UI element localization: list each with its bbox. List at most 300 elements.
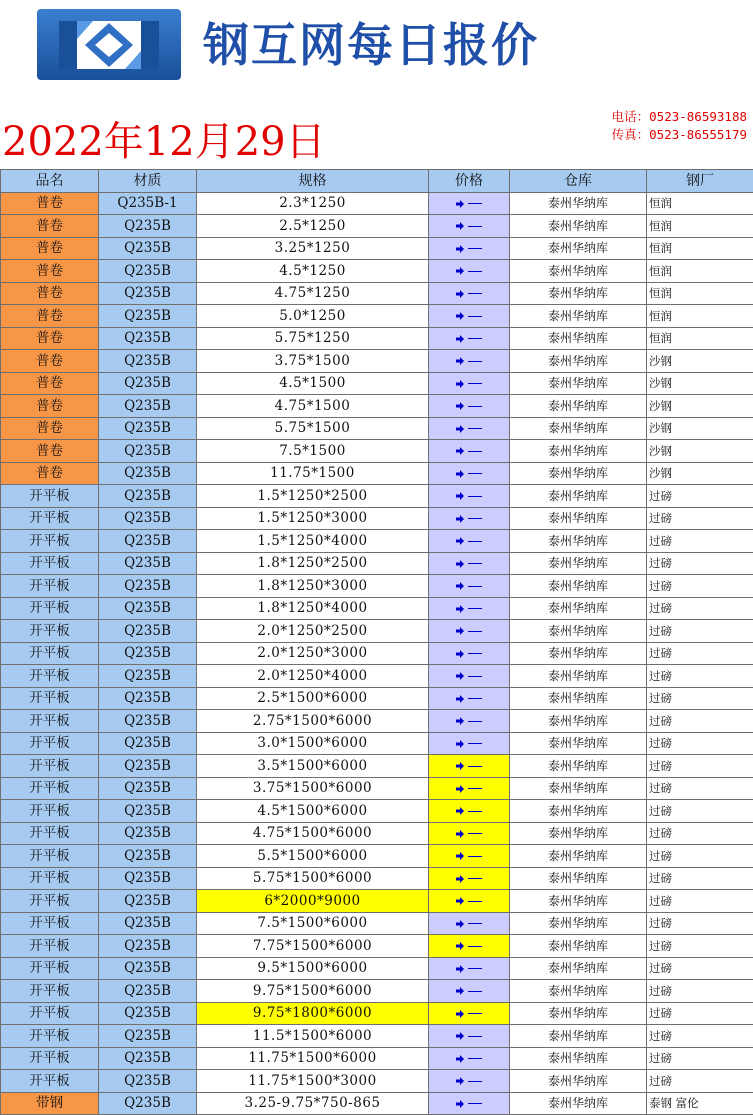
right-arrow-icon (456, 375, 464, 391)
column-header-spec: 规格 (197, 170, 429, 193)
product-cell: 开平板 (1, 1002, 99, 1025)
material-cell: Q235B (99, 1047, 197, 1070)
product-cell: 普卷 (1, 395, 99, 418)
material-cell: Q235B (99, 552, 197, 575)
material-cell: Q235B (99, 665, 197, 688)
spec-cell: 5.75*1500 (197, 417, 429, 440)
spec-cell: 1.8*1250*3000 (197, 575, 429, 598)
spec-cell: 3.25*1250 (197, 237, 429, 260)
warehouse-cell: 泰州华纳库 (510, 957, 647, 980)
mill-cell: 恒润 (647, 237, 753, 260)
price-dash (468, 788, 482, 789)
product-cell: 开平板 (1, 912, 99, 935)
warehouse-cell: 泰州华纳库 (510, 665, 647, 688)
warehouse-cell: 泰州华纳库 (510, 1002, 647, 1025)
product-cell: 开平板 (1, 867, 99, 890)
price-dash (468, 541, 482, 542)
product-cell: 开平板 (1, 710, 99, 733)
right-arrow-icon (456, 735, 464, 751)
table-row (1, 957, 753, 980)
right-arrow-icon (456, 668, 464, 684)
mill-cell: 沙钢 (647, 417, 753, 440)
price-dash (468, 946, 482, 947)
product-cell: 开平板 (1, 507, 99, 530)
price-cell (429, 575, 510, 598)
material-cell: Q235B (99, 215, 197, 238)
table-row (1, 822, 753, 845)
table-row (1, 575, 753, 598)
mill-cell: 过磅 (647, 912, 753, 935)
spec-cell: 4.75*1500*6000 (197, 822, 429, 845)
price-dash (468, 473, 482, 474)
right-arrow-icon (456, 285, 464, 301)
warehouse-cell: 泰州华纳库 (510, 890, 647, 913)
spec-cell: 1.5*1250*4000 (197, 530, 429, 553)
warehouse-cell: 泰州华纳库 (510, 642, 647, 665)
material-cell: Q235B (99, 800, 197, 823)
material-cell: Q235B (99, 575, 197, 598)
mill-cell: 过磅 (647, 710, 753, 733)
spec-cell: 3.75*1500*6000 (197, 777, 429, 800)
mill-cell: 过磅 (647, 890, 753, 913)
material-cell: Q235B (99, 372, 197, 395)
price-dash (468, 586, 482, 587)
warehouse-cell: 泰州华纳库 (510, 755, 647, 778)
spec-cell: 4.5*1500 (197, 372, 429, 395)
product-cell: 开平板 (1, 957, 99, 980)
mill-cell: 恒润 (647, 260, 753, 283)
warehouse-cell: 泰州华纳库 (510, 530, 647, 553)
material-cell: Q235B (99, 980, 197, 1003)
table-row (1, 1002, 753, 1025)
price-dash (468, 991, 482, 992)
price-dash (468, 1058, 482, 1059)
price-dash (468, 811, 482, 812)
right-arrow-icon (456, 465, 464, 481)
price-dash (468, 923, 482, 924)
right-arrow-icon (456, 758, 464, 774)
price-dash (468, 248, 482, 249)
table-row (1, 665, 753, 688)
price-dash (468, 406, 482, 407)
right-arrow-icon (456, 510, 464, 526)
material-cell: Q235B (99, 260, 197, 283)
warehouse-cell: 泰州华纳库 (510, 305, 647, 328)
price-dash (468, 293, 482, 294)
price-cell (429, 395, 510, 418)
spec-cell: 3.0*1500*6000 (197, 732, 429, 755)
spec-cell: 3.25-9.75*750-865 (197, 1092, 429, 1115)
right-arrow-icon (456, 983, 464, 999)
column-header-warehouse: 仓库 (510, 170, 647, 193)
warehouse-cell: 泰州华纳库 (510, 980, 647, 1003)
spec-cell: 5.0*1250 (197, 305, 429, 328)
mill-cell: 过磅 (647, 822, 753, 845)
table-row (1, 935, 753, 958)
table-row (1, 282, 753, 305)
material-cell: Q235B (99, 1002, 197, 1025)
mill-cell: 沙钢 (647, 372, 753, 395)
table-row (1, 687, 753, 710)
right-arrow-icon (456, 645, 464, 661)
price-cell (429, 597, 510, 620)
right-arrow-icon (456, 690, 464, 706)
mill-cell: 恒润 (647, 327, 753, 350)
right-arrow-icon (456, 915, 464, 931)
product-cell: 开平板 (1, 552, 99, 575)
right-arrow-icon (456, 1005, 464, 1021)
mill-cell: 过磅 (647, 1025, 753, 1048)
spec-cell: 5.75*1250 (197, 327, 429, 350)
table-row (1, 350, 753, 373)
material-cell: Q235B (99, 1025, 197, 1048)
mill-cell: 过磅 (647, 777, 753, 800)
price-cell (429, 822, 510, 845)
price-cell (429, 1070, 510, 1093)
warehouse-cell: 泰州华纳库 (510, 327, 647, 350)
mill-cell: 过磅 (647, 980, 753, 1003)
mill-cell: 过磅 (647, 867, 753, 890)
price-cell (429, 462, 510, 485)
material-cell: Q235B (99, 462, 197, 485)
mill-cell: 过磅 (647, 620, 753, 643)
product-cell: 开平板 (1, 935, 99, 958)
price-dash (468, 721, 482, 722)
column-header-material: 材质 (99, 170, 197, 193)
material-cell: Q235B (99, 890, 197, 913)
price-cell (429, 957, 510, 980)
price-dash (468, 901, 482, 902)
right-arrow-icon (456, 1095, 464, 1111)
mill-cell: 恒润 (647, 282, 753, 305)
right-arrow-icon (456, 353, 464, 369)
table-row (1, 912, 753, 935)
right-arrow-icon (456, 488, 464, 504)
table-row (1, 710, 753, 733)
warehouse-cell: 泰州华纳库 (510, 1092, 647, 1115)
price-cell (429, 912, 510, 935)
table-row (1, 507, 753, 530)
mill-cell: 过磅 (647, 575, 753, 598)
material-cell: Q235B (99, 507, 197, 530)
product-cell: 开平板 (1, 890, 99, 913)
table-row (1, 237, 753, 260)
price-cell (429, 350, 510, 373)
mill-cell: 过磅 (647, 732, 753, 755)
material-cell: Q235B (99, 867, 197, 890)
right-arrow-icon (456, 555, 464, 571)
product-cell: 开平板 (1, 597, 99, 620)
right-arrow-icon (456, 893, 464, 909)
spec-cell: 11.75*1500*3000 (197, 1070, 429, 1093)
table-row (1, 890, 753, 913)
material-cell: Q235B (99, 237, 197, 260)
mill-cell: 沙钢 (647, 462, 753, 485)
warehouse-cell: 泰州华纳库 (510, 1047, 647, 1070)
logo-emblem-icon (37, 9, 181, 80)
material-cell: Q235B (99, 530, 197, 553)
table-row (1, 732, 753, 755)
table-header-row (1, 170, 753, 193)
material-cell: Q235B (99, 957, 197, 980)
price-dash (468, 271, 482, 272)
price-dash (468, 833, 482, 834)
price-cell (429, 260, 510, 283)
spec-cell: 1.5*1250*2500 (197, 485, 429, 508)
product-cell: 开平板 (1, 1070, 99, 1093)
material-cell: Q235B (99, 327, 197, 350)
right-arrow-icon (456, 263, 464, 279)
right-arrow-icon (456, 398, 464, 414)
product-cell: 普卷 (1, 215, 99, 238)
product-cell: 开平板 (1, 687, 99, 710)
spec-cell: 1.8*1250*4000 (197, 597, 429, 620)
spec-cell: 4.75*1250 (197, 282, 429, 305)
product-cell: 普卷 (1, 440, 99, 463)
product-cell: 普卷 (1, 237, 99, 260)
mill-cell: 恒润 (647, 215, 753, 238)
mill-cell: 过磅 (647, 1070, 753, 1093)
material-cell: Q235B (99, 642, 197, 665)
price-cell (429, 800, 510, 823)
spec-cell: 5.75*1500*6000 (197, 867, 429, 890)
table-row (1, 1047, 753, 1070)
mill-cell: 过磅 (647, 552, 753, 575)
spec-cell: 2.5*1500*6000 (197, 687, 429, 710)
product-cell: 开平板 (1, 575, 99, 598)
price-cell (429, 417, 510, 440)
table-row (1, 867, 753, 890)
spec-cell: 7.75*1500*6000 (197, 935, 429, 958)
product-cell: 普卷 (1, 282, 99, 305)
price-dash (468, 968, 482, 969)
mill-cell: 过磅 (647, 935, 753, 958)
spec-cell: 7.5*1500*6000 (197, 912, 429, 935)
product-cell: 开平板 (1, 1047, 99, 1070)
material-cell: Q235B (99, 350, 197, 373)
warehouse-cell: 泰州华纳库 (510, 215, 647, 238)
price-dash (468, 676, 482, 677)
column-header-mill: 钢厂 (647, 170, 753, 193)
right-arrow-icon (456, 443, 464, 459)
price-cell (429, 440, 510, 463)
material-cell: Q235B (99, 687, 197, 710)
price-cell (429, 710, 510, 733)
material-cell: Q235B-1 (99, 192, 197, 215)
mill-cell: 过磅 (647, 642, 753, 665)
price-dash (468, 856, 482, 857)
spec-cell: 5.5*1500*6000 (197, 845, 429, 868)
product-cell: 开平板 (1, 665, 99, 688)
price-cell (429, 1047, 510, 1070)
quote-date: 2022年12月29日 (2, 115, 326, 169)
mill-cell: 过磅 (647, 485, 753, 508)
column-header-product: 品名 (1, 170, 99, 193)
right-arrow-icon (456, 803, 464, 819)
price-cell (429, 237, 510, 260)
product-cell: 开平板 (1, 822, 99, 845)
price-dash (468, 316, 482, 317)
price-cell (429, 665, 510, 688)
material-cell: Q235B (99, 597, 197, 620)
material-cell: Q235B (99, 305, 197, 328)
price-cell (429, 192, 510, 215)
contact-info (612, 108, 747, 144)
material-cell: Q235B (99, 1070, 197, 1093)
price-dash (468, 338, 482, 339)
mill-cell: 沙钢 (647, 350, 753, 373)
price-dash (468, 698, 482, 699)
price-cell (429, 642, 510, 665)
spec-cell: 4.5*1250 (197, 260, 429, 283)
price-table (0, 169, 753, 1115)
price-dash (468, 226, 482, 227)
warehouse-cell: 泰州华纳库 (510, 485, 647, 508)
price-cell (429, 935, 510, 958)
spec-cell: 4.75*1500 (197, 395, 429, 418)
price-dash (468, 1103, 482, 1104)
right-arrow-icon (456, 870, 464, 886)
warehouse-cell: 泰州华纳库 (510, 417, 647, 440)
spec-cell: 9.5*1500*6000 (197, 957, 429, 980)
spec-cell: 3.5*1500*6000 (197, 755, 429, 778)
product-cell: 普卷 (1, 372, 99, 395)
table-row (1, 800, 753, 823)
price-dash (468, 1013, 482, 1014)
mill-cell: 过磅 (647, 530, 753, 553)
warehouse-cell: 泰州华纳库 (510, 260, 647, 283)
spec-cell: 9.75*1500*6000 (197, 980, 429, 1003)
price-dash (468, 1036, 482, 1037)
product-cell: 普卷 (1, 462, 99, 485)
spec-cell: 11.75*1500*6000 (197, 1047, 429, 1070)
material-cell: Q235B (99, 440, 197, 463)
product-cell: 普卷 (1, 417, 99, 440)
page-title: 钢互网每日报价 (203, 14, 539, 76)
spec-cell: 1.8*1250*2500 (197, 552, 429, 575)
right-arrow-icon (456, 938, 464, 954)
table-row (1, 1070, 753, 1093)
right-arrow-icon (456, 240, 464, 256)
price-cell (429, 305, 510, 328)
mill-cell: 过磅 (647, 507, 753, 530)
phone-number: 电话：0523-86593188 (612, 108, 747, 126)
right-arrow-icon (456, 825, 464, 841)
spec-cell: 9.75*1800*6000 (197, 1002, 429, 1025)
price-cell (429, 507, 510, 530)
right-arrow-icon (456, 1050, 464, 1066)
price-cell (429, 867, 510, 890)
product-cell: 普卷 (1, 260, 99, 283)
table-row (1, 260, 753, 283)
material-cell: Q235B (99, 620, 197, 643)
material-cell: Q235B (99, 1092, 197, 1115)
price-cell (429, 1092, 510, 1115)
product-cell: 开平板 (1, 485, 99, 508)
column-header-price: 价格 (429, 170, 510, 193)
price-cell (429, 777, 510, 800)
mill-cell: 过磅 (647, 1047, 753, 1070)
price-cell (429, 1002, 510, 1025)
material-cell: Q235B (99, 732, 197, 755)
spec-cell: 1.5*1250*3000 (197, 507, 429, 530)
price-dash (468, 653, 482, 654)
price-cell (429, 732, 510, 755)
mill-cell: 泰钢 富伦 (647, 1092, 753, 1115)
warehouse-cell: 泰州华纳库 (510, 372, 647, 395)
price-cell (429, 552, 510, 575)
price-cell (429, 845, 510, 868)
price-dash (468, 563, 482, 564)
price-dash (468, 203, 482, 204)
table-row (1, 215, 753, 238)
warehouse-cell: 泰州华纳库 (510, 440, 647, 463)
mill-cell: 过磅 (647, 957, 753, 980)
warehouse-cell: 泰州华纳库 (510, 462, 647, 485)
table-row (1, 417, 753, 440)
product-cell: 开平板 (1, 620, 99, 643)
product-cell: 开平板 (1, 1025, 99, 1048)
spec-cell: 2.0*1250*2500 (197, 620, 429, 643)
price-dash (468, 1081, 482, 1082)
price-cell (429, 687, 510, 710)
table-row (1, 485, 753, 508)
price-cell (429, 282, 510, 305)
warehouse-cell: 泰州华纳库 (510, 732, 647, 755)
price-dash (468, 631, 482, 632)
warehouse-cell: 泰州华纳库 (510, 777, 647, 800)
table-row (1, 597, 753, 620)
mill-cell: 沙钢 (647, 440, 753, 463)
price-dash (468, 428, 482, 429)
price-dash (468, 608, 482, 609)
table-row (1, 552, 753, 575)
warehouse-cell: 泰州华纳库 (510, 800, 647, 823)
warehouse-cell: 泰州华纳库 (510, 1070, 647, 1093)
price-cell (429, 980, 510, 1003)
product-cell: 普卷 (1, 192, 99, 215)
warehouse-cell: 泰州华纳库 (510, 912, 647, 935)
mill-cell: 过磅 (647, 800, 753, 823)
material-cell: Q235B (99, 845, 197, 868)
company-logo (37, 9, 181, 80)
table-row (1, 305, 753, 328)
product-cell: 带钢 (1, 1092, 99, 1115)
warehouse-cell: 泰州华纳库 (510, 822, 647, 845)
material-cell: Q235B (99, 282, 197, 305)
fax-number: 传真：0523-86555179 (612, 126, 747, 144)
warehouse-cell: 泰州华纳库 (510, 867, 647, 890)
mill-cell: 沙钢 (647, 395, 753, 418)
product-cell: 开平板 (1, 777, 99, 800)
material-cell: Q235B (99, 822, 197, 845)
table-row (1, 327, 753, 350)
product-cell: 开平板 (1, 845, 99, 868)
price-cell (429, 1025, 510, 1048)
table-row (1, 845, 753, 868)
price-dash (468, 361, 482, 362)
spec-cell: 11.75*1500 (197, 462, 429, 485)
right-arrow-icon (456, 1073, 464, 1089)
table-row (1, 980, 753, 1003)
table-row (1, 620, 753, 643)
spec-cell: 2.75*1500*6000 (197, 710, 429, 733)
table-row (1, 777, 753, 800)
right-arrow-icon (456, 960, 464, 976)
table-row (1, 642, 753, 665)
price-dash (468, 383, 482, 384)
warehouse-cell: 泰州华纳库 (510, 350, 647, 373)
